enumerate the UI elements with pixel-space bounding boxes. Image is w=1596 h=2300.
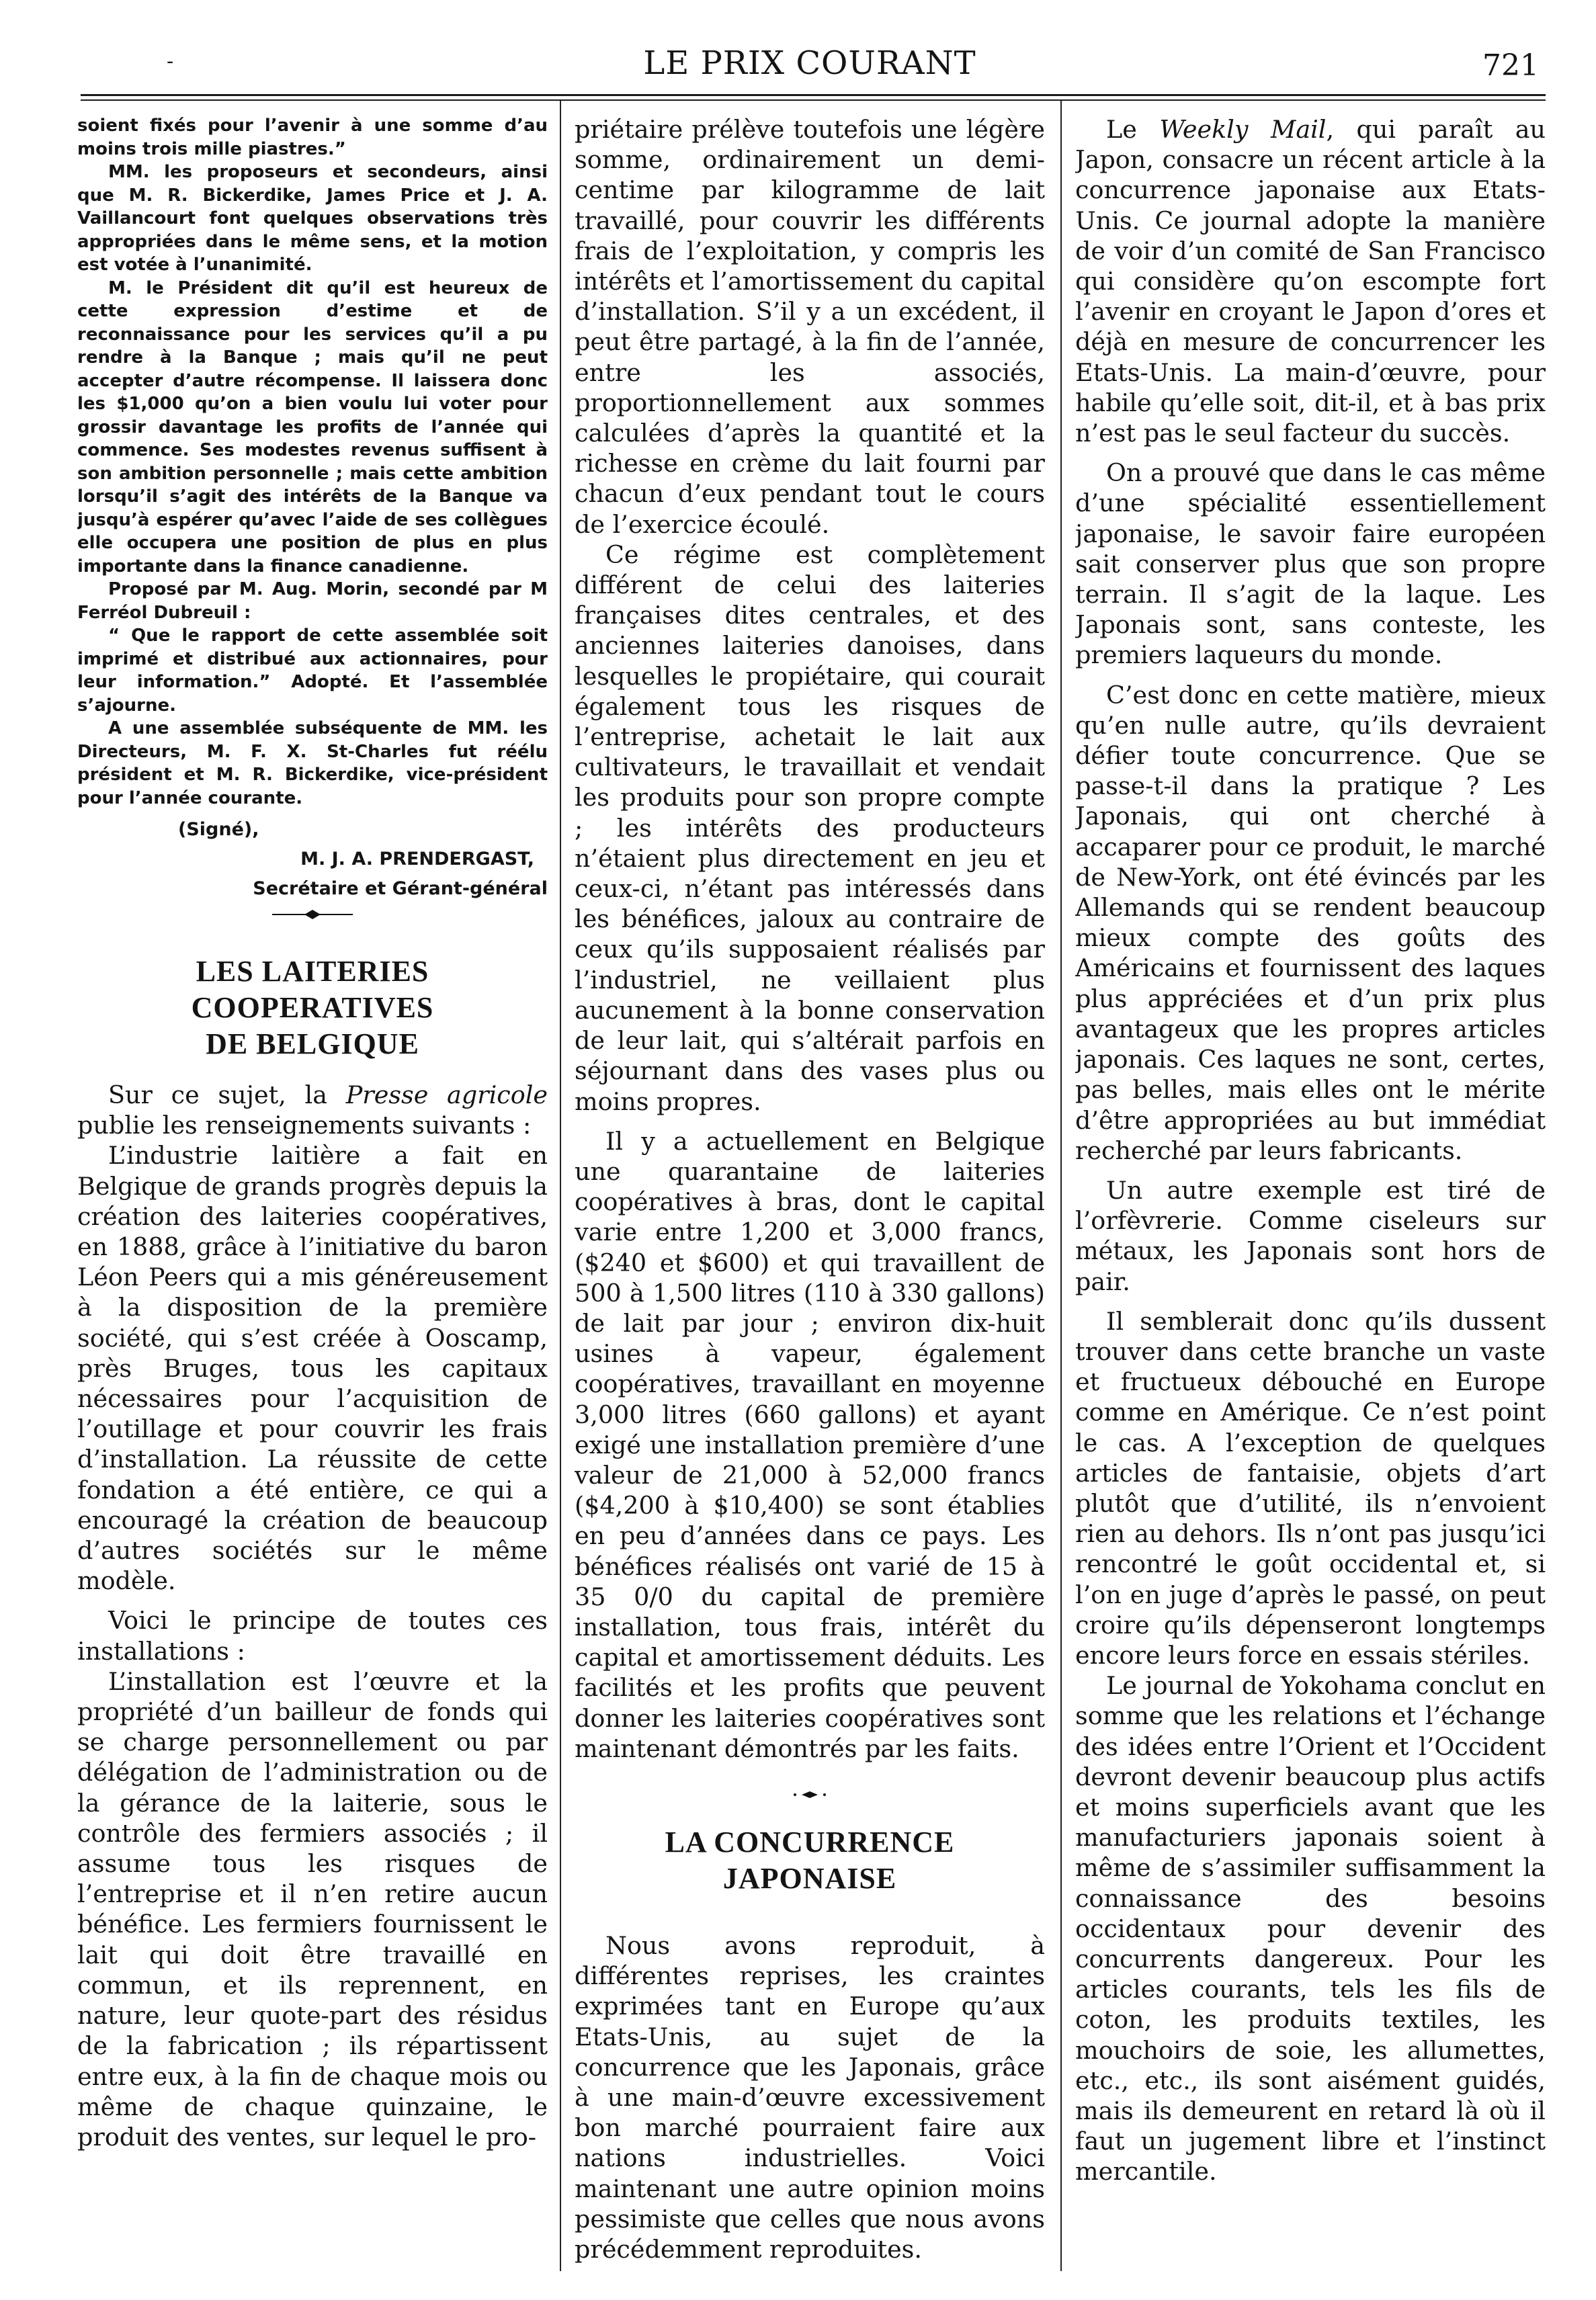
column-1 bbox=[77, 114, 548, 2152]
paragraph: priétaire prélève toutefois une légère somme, ordinairement un demi-centime par kilogramme de lait travaillé, pour couvrir les différents frais de l’exploitation, y compris les intérêts et l’amortissement du capital d’installation. S’il y a un excédent, il peut être partagé, à la fin de l’année, entre les associés, proportionnellement aux sommes calculées d’après la quantité et la richesse en crème du lait fourni par chacun d’eux pendant tout le cours de l’exercice écoulé. bbox=[575, 115, 1045, 539]
paragraph: “ Que le rapport de cette assemblée soit imprimé et distribué aux actionnaires, pour leur information.” Adopté. Et l’assemblée s’ajourne. bbox=[77, 626, 548, 716]
dotted-ornament-icon bbox=[769, 1789, 850, 1800]
section-ornament bbox=[575, 1784, 1045, 1811]
meeting-report bbox=[77, 114, 548, 810]
publication-name: Weekly Mail bbox=[1159, 115, 1327, 144]
paragraph: Ce régime est complètement différent de celui des laiteries françaises dites centrales, et des anciennes laiteries danoises, dans lesquelles le propiétaire, qui courait également tous les risques de l’entreprise, achetait le lait aux cultivateurs, le travaillait et vendait les produits pour son propre compte ; les intérêts des producteurs n’étaient plus directement en jeu et ceux-ci, n’étant pas intéressés dans les bénéfices, jaloux au contraire de ceux qu’ils supposaient réalisés par l’industriel, ne veillaient plus aucunement à la bonne conservation de leur lait, qui s’altérait parfois en séjournant dans des vases plus ou moins propres. bbox=[575, 540, 1045, 1116]
page-header bbox=[81, 39, 1539, 86]
paragraph: Un autre exemple est tiré de l’orfèvrerie. Comme ciseleurs sur métaux, les Japonais sont hors de pair. bbox=[1075, 1175, 1546, 1296]
text-run: , qui paraît au Japon, consacre un récent article à la concurrence japonaise aux Etats-Unis. Ce journal adopte la manière de voir d’un comité de San Francisco qui considère qu’on escompte fort l’avenir en croyant le Japon d’ores et déjà en mesure de concurrencer les Etats-Unis. La main-d’œuvre, pour habile qu’elle soit, dit-il, et à bas prix n’est pas le seul facteur du succès. bbox=[1075, 115, 1546, 448]
paragraph bbox=[77, 1080, 548, 1140]
paragraph: L’installation est l’œuvre et la propriété d’un bailleur de fonds qui se charge personnellement ou par délégation de l’administration ou de la gérance de la laiterie, sous le contrôle des fermiers associés ; il assume tous les risques de l’entreprise et il n’en retire aucun bénéfice. Les fermiers fournissent le lait qui doit être travaillé en commun, et ils reprennent, en nature, leur quote-part des résidus de la fabrication ; ils répartissent entre eux, à la fin de chaque mois ou même de chaque quinzaine, le produit des ventes, sur lequel le pro- bbox=[77, 1666, 548, 2152]
text-run: Le bbox=[1106, 115, 1160, 144]
article-concurrence-continued bbox=[1075, 114, 1546, 2187]
signer-role: Secrétaire et Gérant-général bbox=[253, 878, 548, 899]
article-heading: LES LAITERIES COOPERATIVES bbox=[191, 955, 434, 1024]
article-laiteries-continued bbox=[575, 114, 1045, 1764]
column-3 bbox=[1075, 114, 1546, 2187]
paragraph: On a prouvé que dans le cas même d’une spécialité essentiellement japonaise, le savoir faire européen sait conserver plus que son propre terrain. Il s’agit de la laque. Les Japonais sont, sans conteste, les premiers laqueurs du monde. bbox=[1075, 458, 1546, 670]
paragraph: Le journal de Yokohama conclut en somme que les relations et l’échange des idées entre l’Orient et l’Occident devront devenir beaucoup plus actifs et moins superficiels avant que les manufacturiers japonais soient à même de s’assimiler suffisamment la connaissance des besoins occidentaux pour devenir des concurrents dangereux. Pour les articles courants, tels les fils de coton, les produits textiles, les mouchoirs de soie, les allumettes, etc., etc., ils sont aisément guidés, mais ils demeurent en retard là où il faut un jugement libre et l’instinct mercantile. bbox=[1075, 1671, 1546, 2186]
paragraph: C’est donc en cette matière, mieux qu’en nulle autre, qu’ils devraient défier toute concurrence. Que se passe-t-il dans la pratique ? Les Japonais, qui ont cherché à accaparer pour ce produit, le marché de New-York, ont été évincés par les Allemands qui se rendent beaucoup mieux compte des goûts des Américains et fournissent des laques plus appréciées et d’un prix plus avantageux que les propres articles japonais. Ces laques ne sont, certes, pas belles, mais elles ont le mérite d’être appropriées au but immédiat recherché par leurs fabricants. bbox=[1075, 680, 1546, 1165]
article-laiteries bbox=[77, 1080, 548, 2152]
article-concurrence bbox=[575, 1930, 1045, 2264]
masthead-title: LE PRIX COURANT bbox=[643, 44, 976, 82]
header-rule bbox=[81, 94, 1546, 96]
signer-name: M. J. A. PRENDERGAST, bbox=[300, 849, 534, 869]
page-number: 721 bbox=[1482, 48, 1539, 83]
paragraph bbox=[1075, 114, 1546, 448]
column-2 bbox=[575, 114, 1045, 2264]
signature-block bbox=[77, 815, 548, 904]
paragraph: Voici le principe de toutes ces installations : bbox=[77, 1606, 548, 1666]
publication-name: Presse agricole bbox=[345, 1080, 548, 1109]
paragraph: MM. les proposeurs et secondeurs, ainsi que M. R. Bickerdike, James Price et J. A. Vaillancourt font quelques observations très appropriées dans le même sens, et la motion est votée à l’unanimité. bbox=[77, 162, 548, 275]
paragraph: Il y a actuellement en Belgique une quarantaine de laiteries coopératives à bras, dont le capital varie entre 1,200 et 3,000 francs, ($240 et $600) et qui travaillent de 500 à 1,500 litres (110 à 330 gallons) de lait par jour ; environ dix-huit usines à vapeur, également coopératives, travaillant en moyenne 3,000 litres (660 gallons) et ayant exigé une installation première d’une valeur de 21,000 à 52,000 francs ($4,200 à $10,400) se sont établies en peu d’années dans ce pays. Les bénéfices réalisés ont varié de 15 à 35 0/0 du capital de première installation, tous frais, intérêt du capital et amortissement déduits. Les facilités et les profits que peuvent donner les laiteries coopératives sont maintenant démontrés par les faits. bbox=[575, 1126, 1045, 1763]
header-rule-thin bbox=[81, 99, 1546, 101]
header-dash: - bbox=[167, 50, 174, 73]
signed-label: (Signé), bbox=[178, 819, 259, 840]
paragraph: Proposé par M. Aug. Morin, secondé par M Ferréol Dubreuil : bbox=[77, 579, 548, 623]
paragraph: A une assemblée subséquente de MM. les Directeurs, M. F. X. St-Charles fut réélu président et M. R. Bickerdike, vice-président pour l’année courante. bbox=[77, 718, 548, 808]
column-divider bbox=[1060, 101, 1062, 2271]
rule-diamond-icon bbox=[272, 909, 353, 920]
text-run: Sur ce sujet, la bbox=[108, 1080, 346, 1109]
paragraph: soient fixés pour l’avenir à une somme d’au moins trois mille piastres.” bbox=[77, 116, 548, 159]
section-ornament bbox=[77, 904, 548, 931]
article-heading: LA CONCURRENCE JAPONAISE bbox=[665, 1825, 955, 1895]
paragraph: Il semblerait donc qu’ils dussent trouver dans cette branche un vaste et fructueux débouché en Europe comme en Amérique. Ce n’est point le cas. A l’exception de quelques articles de fantaisie, objets d’art plutôt que d’utilité, ils n’envoient rien au dehors. Ils n’ont pas jusqu’ici rencontré le goût occidental et, si l’on en juge d’après le passé, on peut croire qu’ils dépenseront longtemps encore leurs force en essais stériles. bbox=[1075, 1306, 1546, 1670]
text-run: publie les renseignements suivants : bbox=[77, 1111, 532, 1140]
paragraph: M. le Président dit qu’il est heureux de cette expression d’estime et de reconnaissance pour les services qu’il a pu rendre à la Banque ; mais qu’il ne peut accepter d’autre récompense. Il laissera donc les $1,000 qu’on a bien voulu lui voter pour grossir davantage les profits de l’année qui commence. Ses modestes revenus suffisent à son ambition personnelle ; mais cette ambition lorsqu’il s’agit des intérêts de la Banque va jusqu’à espérer qu’avec l’aide de ses collègues elle occupera une position de plus en plus importante dans la finance canadienne. bbox=[77, 278, 548, 577]
article-heading: DE BELGIQUE bbox=[206, 1027, 419, 1060]
paragraph: L’industrie laitière a fait en Belgique de grands progrès depuis la création des laiteries coopératives, en 1888, grâce à l’initiative du baron Léon Peers qui a mis généreusement à la disposition de la première société, qui s’est créée à Ooscamp, près Bruges, tous les capitaux nécessaires pour l’acquisition de l’outillage et pour couvrir les frais d’installation. La réussite de cette fondation a été entière, ce qui a encouragé la création de beaucoup d’autres sociétés sur le même modèle. bbox=[77, 1141, 548, 1596]
column-divider bbox=[560, 101, 561, 2271]
paragraph: Nous avons reproduit, à différentes reprises, les craintes exprimées tant en Europe qu’aux Etats-Unis, au sujet de la concurrence que les Japonais, grâce à une main-d’œuvre excessivement bon marché pourraient faire aux nations industrielles. Voici maintenant une autre opinion moins pessimiste que celles que nous avons précédemment reproduites. bbox=[575, 1930, 1045, 2264]
